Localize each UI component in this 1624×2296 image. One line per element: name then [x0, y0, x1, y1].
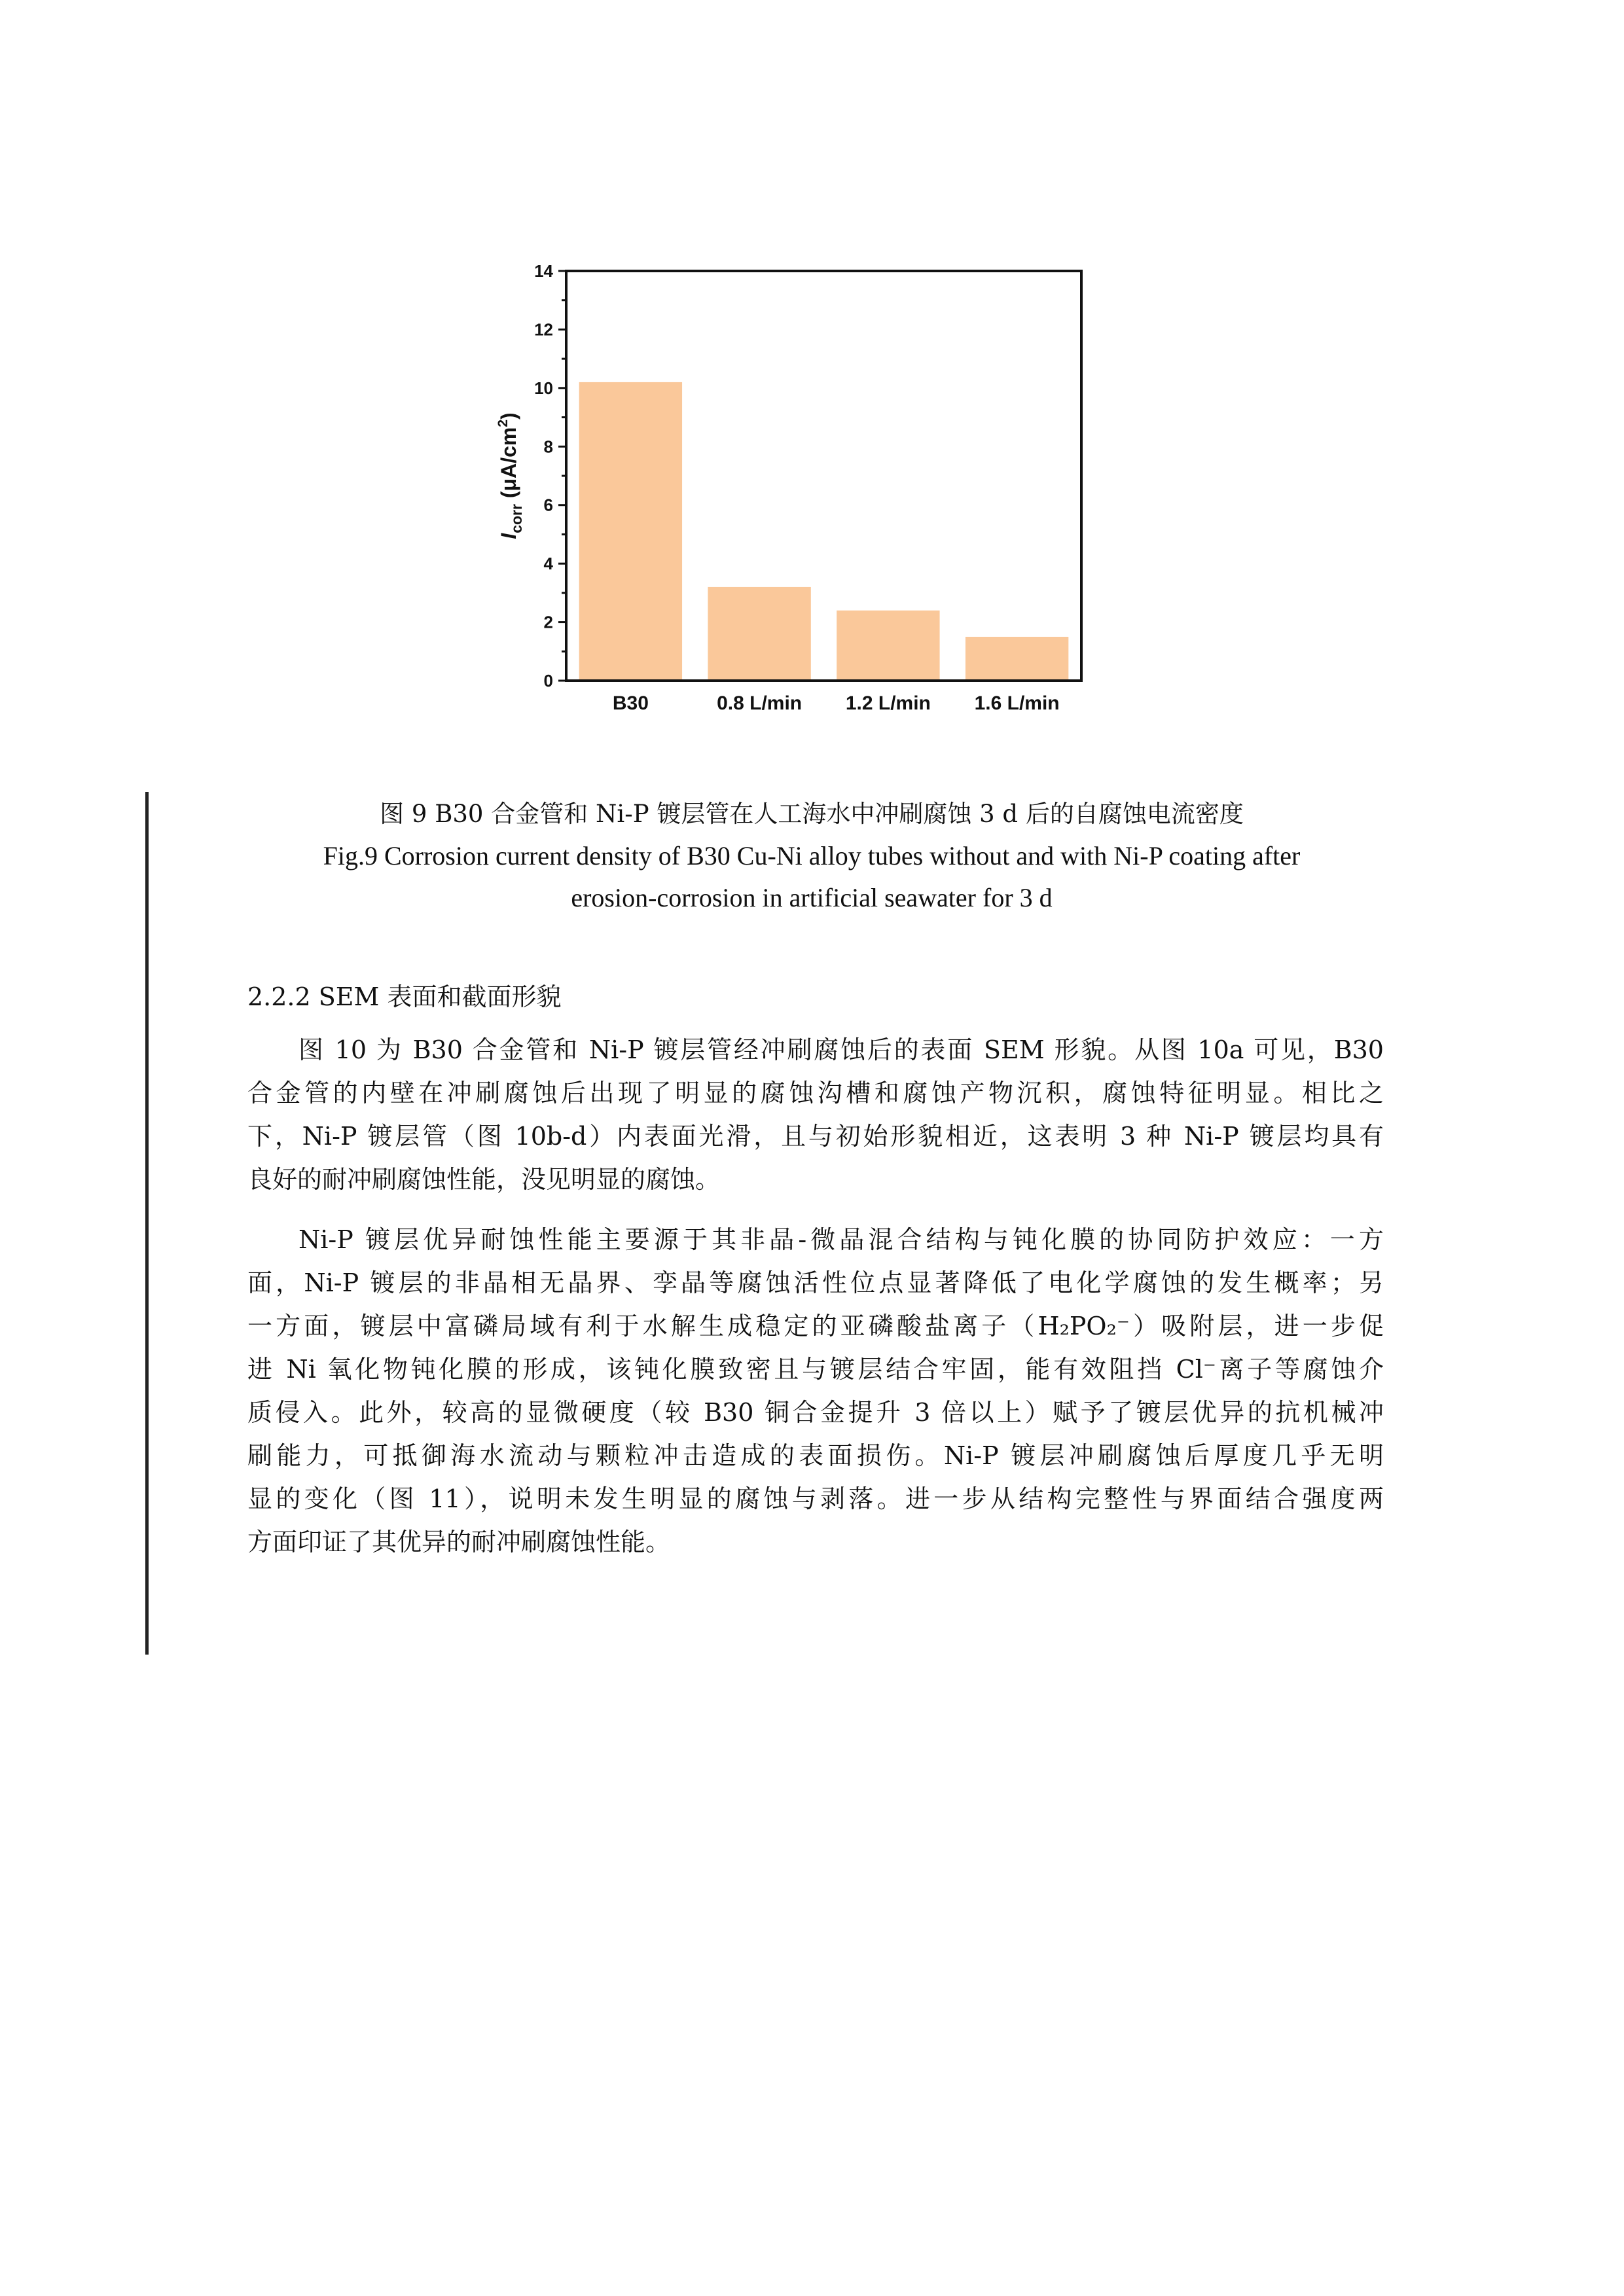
section-heading: 2.2.2 SEM 表面和截面形貌: [247, 982, 562, 1011]
y-tick-label: 8: [543, 437, 553, 457]
figure-caption-en-line-1: Fig.9 Corrosion current density of B30 Cu-Ni alloy tubes without and with Ni-P coating after: [323, 841, 1301, 870]
figure-caption-zh: 图 9 B30 合金管和 Ni-P 镀层管在人工海水中冲刷腐蚀 3 d 后的自腐蚀电流密度: [380, 800, 1244, 828]
chart-plot-group: [496, 261, 1081, 714]
paragraph-2-line: 一方面，镀层中富磷局域有利于水解生成稳定的亚磷酸盐离子（H₂PO₂⁻）吸附层，进一步促: [247, 1312, 1384, 1340]
x-tick-label: B30: [612, 692, 649, 714]
bar-b30: [579, 382, 682, 681]
paragraph-2-line: 面，Ni-P 镀层的非晶相无晶界、孪晶等腐蚀活性位点显著降低了电化学腐蚀的发生概率；另: [247, 1268, 1384, 1297]
paragraph-1-line: 合金管的内壁在冲刷腐蚀后出现了明显的腐蚀沟槽和腐蚀产物沉积，腐蚀特征明显。相比之: [247, 1079, 1384, 1107]
x-tick-label: 0.8 L/min: [717, 692, 803, 714]
paragraph-2-line: 显的变化（图 11），说明未发生明显的腐蚀与剥落。进一步从结构完整性与界面结合强度两: [247, 1484, 1384, 1513]
figure-caption-en-line-2: erosion-corrosion in artificial seawater for 3 d: [571, 883, 1053, 912]
y-tick-label: 6: [543, 495, 553, 515]
x-tick-label: 1.2 L/min: [845, 692, 931, 714]
x-tick-label: 1.6 L/min: [974, 692, 1060, 714]
corrosion-current-bar-chart: [478, 249, 1113, 733]
paragraph-2-line: 质侵入。此外，较高的显微硬度（较 B30 铜合金提升 3 倍以上）赋予了镀层优异的抗机械冲: [247, 1398, 1384, 1427]
paragraph-1-line: 下，Ni-P 镀层管（图 10b-d）内表面光滑，且与初始形貌相近，这表明 3 种 Ni-P 镀层均具有: [247, 1122, 1384, 1151]
y-tick-label: 12: [534, 319, 553, 340]
paragraph-2-line: 刷能力，可抵御海水流动与颗粒冲击造成的表面损伤。Ni-P 镀层冲刷腐蚀后厚度几乎无明: [247, 1441, 1384, 1470]
bar-0-8-l-min: [708, 587, 810, 681]
paragraph-2-line: Ni-P 镀层优异耐蚀性能主要源于其非晶-微晶混合结构与钝化膜的协同防护效应：一方: [298, 1225, 1384, 1254]
bar-1-2-l-min: [837, 611, 939, 681]
y-tick-label: 0: [543, 671, 553, 691]
y-tick-label: 4: [543, 554, 553, 574]
paragraph-2-line: 方面印证了其优异的耐冲刷腐蚀性能。: [247, 1528, 671, 1556]
y-tick-label: 10: [534, 378, 553, 398]
paragraph-1-line: 图 10 为 B30 合金管和 Ni-P 镀层管经冲刷腐蚀后的表面 SEM 形貌。从图 10a 可见，B30: [298, 1035, 1384, 1064]
bar-1-6-l-min: [965, 637, 1068, 681]
paragraph-1-line: 良好的耐冲刷腐蚀性能，没见明显的腐蚀。: [247, 1165, 721, 1194]
y-tick-label: 2: [543, 612, 553, 632]
left-margin-rule: [145, 792, 149, 1655]
y-tick-label: 14: [534, 261, 553, 281]
paragraph-2-line: 进 Ni 氧化物钝化膜的形成，该钝化膜致密且与镀层结合牢固，能有效阻挡 Cl⁻离子等腐蚀介: [247, 1355, 1384, 1384]
y-axis-title: $I_{corr}$ $(\mu A/cm^2)$: [496, 412, 525, 539]
